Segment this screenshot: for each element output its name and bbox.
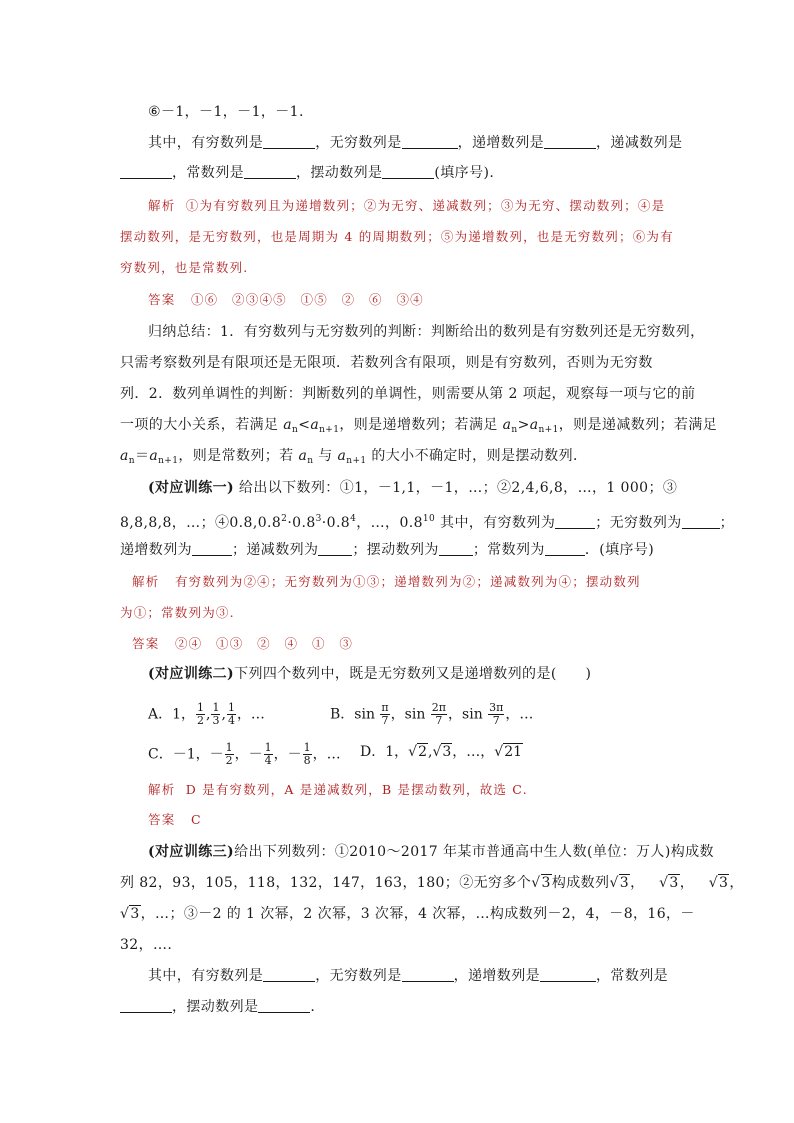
blank-t3-oscillating[interactable]: [258, 998, 310, 1013]
answer-label: 答案: [148, 292, 176, 307]
training-3-line-1: (对应训练三)给出下列数列：①2010～2017 年某市普通高中生人数(单位：万人)构成数: [148, 844, 714, 860]
solution-1-line-3: 穷数列，也是常数列.: [120, 260, 249, 275]
question-line-1: 其中，有穷数列是 ，无穷数列是 ，递增数列是 ，递减数列是: [148, 135, 683, 151]
option-a[interactable]: A．1， $\frac{1}{2}$ , $\frac{1}{3}$ , $\frac{1}{4}$ ，…: [148, 701, 265, 727]
solution-1-line-1: 解析 ①为有穷数列且为递增数列；②为无穷、递减数列；③为无穷、摆动数列；④是: [148, 198, 666, 213]
blank-t1-constant[interactable]: [545, 541, 585, 556]
summary-line-1: 归纳总结：1．有穷数列与无穷数列的判断：判断给出的数列是有穷数列还是无穷数列，: [148, 324, 705, 340]
blank-oscillating[interactable]: [382, 164, 434, 179]
summary-line-2: 只需考察数列是有限项还是无限项．若数列含有限项，则是有穷数列，否则为无穷数: [120, 355, 653, 371]
training-2-line-1: (对应训练二)下列四个数列中，既是无穷数列又是递增数列的是( ): [148, 666, 592, 682]
blank-t3-infinite[interactable]: [402, 967, 454, 982]
training-3-title: (对应训练三): [148, 844, 235, 860]
summary-line-4: 一项的大小关系，若满足 $a_n<a_{n+1}$，则是递增数列；若满足 $a_n>a_{n+1}$，则是递减数列；若满足: [120, 417, 718, 435]
training-3-line-3: √3，…；③－2 的 1 次幂，2 次幂，3 次幂，4 次幂，…构成数列－2，4，－8，16，－: [120, 906, 695, 922]
question-line-2: ，常数列是 ，摆动数列是 (填序号).: [120, 163, 680, 183]
question-3-line-1: 其中，有穷数列是 ，无穷数列是 ，递增数列是 ，常数列是: [148, 968, 669, 984]
summary-line-3: 列．2．数列单调性的判断：判断数列的单调性，则需要从第 2 项起，观察每一项与它的前: [120, 386, 696, 402]
blank-t1-oscillating[interactable]: [439, 541, 473, 556]
answer-3: 答案 C: [148, 812, 202, 827]
training-3-line-2: 列 82，93，105，118，132，147，163，180；②无穷多个√3构成数列√3， √3， √3，: [120, 875, 744, 891]
blank-t1-decreasing[interactable]: [318, 541, 352, 556]
training-3-line-4: 32，….: [120, 937, 173, 953]
solution-1-line-2: 摆动数列，是无穷数列，也是周期为 4 的周期数列；⑤为递增数列，也是无穷数列；⑥为有: [120, 229, 674, 244]
option-d[interactable]: D．1，√2,√3，…，√21: [360, 744, 523, 760]
blank-t3-finite[interactable]: [263, 967, 315, 982]
training-1-line-1: (对应训练一) 给出以下数列：①1，－1,1，－1，…；②2,4,6,8，…，1 000；③: [148, 480, 678, 496]
blank-increasing[interactable]: [544, 134, 596, 149]
solution-label: 解析: [148, 198, 176, 213]
blank-constant[interactable]: [244, 164, 296, 179]
blank-t1-infinite[interactable]: [682, 514, 720, 529]
solution-2-line-1: 解析 有穷数列为②④；无穷数列为①③；递增数列为②；递减数列为④；摆动数列: [132, 574, 641, 589]
question-3-line-2: ，摆动数列是 .: [120, 997, 680, 1017]
blank-decreasing[interactable]: [120, 164, 172, 179]
answer-1: 答案 ①⑥ ②③④⑤ ①⑤ ② ⑥ ③④: [148, 292, 424, 307]
answer-2: 答案 ②④ ①③ ② ④ ① ③: [132, 636, 354, 651]
option-c[interactable]: C．－1，－ $\frac{1}{2}$ ，－ $\frac{1}{4}$ ，－ $\frac{1}{8}$ ，…: [148, 741, 341, 767]
solution-3: 解析 D 是有穷数列，A 是递减数列，B 是摆动数列，故选 C.: [148, 782, 528, 797]
training-1-line-3: 递增数列为 ；递减数列为 ；摆动数列为 ；常数列为 ．(填序号): [120, 542, 655, 558]
option-b[interactable]: B．sin $\frac{\pi}{7}$ ，sin $\frac{2\pi}{7}$ ，sin $\frac{3\pi}{7}$ ，…: [330, 701, 534, 727]
sequence-item-6: ⑥－1，－1，－1，－1.: [148, 104, 304, 120]
blank-finite[interactable]: [263, 134, 315, 149]
training-1-line-2: 8,8,8,8，…；$④0.8,0.8^2\cdot 0.8^3\cdot 0.8^4$，…，$0.8^{10}$ 其中，有穷数列为 ；无穷数列为 ；: [120, 514, 735, 531]
blank-t3-increasing[interactable]: [540, 967, 596, 982]
summary-line-5: $a_n=a_{n+1}$，则是常数列；若 $a_n$ 与 $a_{n+1}$ 的大小不确定时，则是摆动数列．: [120, 448, 588, 466]
blank-infinite[interactable]: [402, 134, 458, 149]
blank-t1-finite[interactable]: [555, 514, 595, 529]
solution-2-line-2: 为①；常数列为③.: [120, 605, 235, 620]
training-2-title: (对应训练二): [148, 666, 235, 682]
blank-t3-constant[interactable]: [120, 998, 172, 1013]
blank-t1-increasing[interactable]: [192, 541, 232, 556]
training-1-title: (对应训练一): [148, 480, 235, 496]
